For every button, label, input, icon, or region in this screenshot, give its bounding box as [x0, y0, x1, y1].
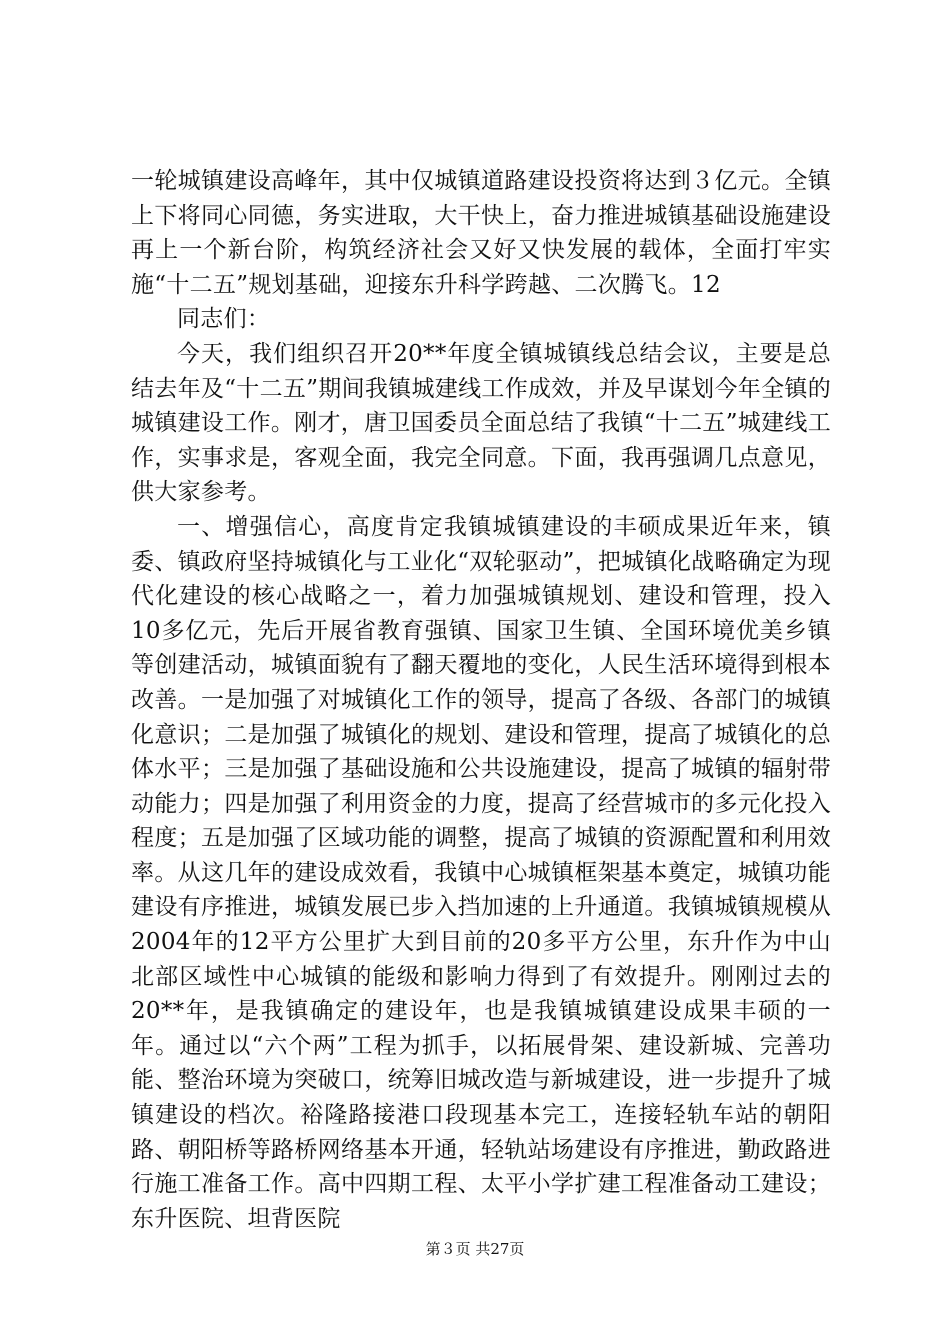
paragraph-opening: 今天，我们组织召开20**年度全镇城镇线总结会议，主要是总结去年及“十二五”期间我镇城建线工作成效，并及早谋划今年全镇的城镇建设工作。刚才，唐卫国委员全面总结了我镇“十二五”城建线工作，实事求是，客观全面，我完全同意。下面，我再强调几点意见，供大家参考。	[131, 340, 831, 506]
paragraph-section-one: 一、增强信心，高度肯定我镇城镇建设的丰硕成果近年来，镇委、镇政府坚持城镇化与工业化“双轮驱动”，把城镇化战略确定为现代化建设的核心战略之一，着力加强城镇规划、建设和管理，投入10多亿元，先后开展省教育强镇、国家卫生镇、全国环境优美乡镇等创建活动，城镇面貌有了翻天覆地的变化，人民生活环境得到根本改善。一是加强了对城镇化工作的领导，提高了各级、各部门的城镇化意识；二是加强了城镇化的规划、建设和管理，提高了城镇化的总体水平；三是加强了基础设施和公共设施建设，提高了城镇的辐射带动能力；四是加强了利用资金的力度，提高了经营城市的多元化投入程度；五是加强了区域功能的调整，提高了城镇的资源配置和利用效率。从这几年的建设成效看，我镇中心城镇框架基本奠定，城镇功能建设有序推进，城镇发展已步入挡加速的上升通道。我镇城镇规模从2004年的12平方公里扩大到目前的20多平方公里，东升作为中山北部区域性中心城镇的能级和影响力得到了有效提升。刚刚过去的20**年，是我镇确定的建设年，也是我镇城镇建设成果丰硕的一年。通过以“六个两”工程为抓手，以拓展骨架、建设新城、完善功能、整治环境为突破口，统筹旧城改造与新城建设，进一步提升了城镇建设的档次。裕隆路接港口段现基本完工，连接轻轨车站的朝阳路、朝阳桥等路桥网络基本开通，轻轨站场建设有序推进，勤政路进行施工准备工作。高中四期工程、太平小学扩建工程准备动工建设；东升医院、坦背医院	[131, 513, 831, 1232]
paragraph-salutation: 同志们：	[177, 306, 271, 333]
paragraph-continuation: 一轮城镇建设高峰年，其中仅城镇道路建设投资将达到３亿元。全镇上下将同心同德，务实进取，大干快上，奋力推进城镇基础设施建设再上一个新台阶，构筑经济社会又好又快发展的载体，全面打牢实施“十二五”规划基础，迎接东升科学跨越、二次腾飞。12	[131, 168, 831, 298]
document-body	[131, 164, 831, 1236]
page-footer: 第３页 共27页	[425, 1240, 525, 1258]
